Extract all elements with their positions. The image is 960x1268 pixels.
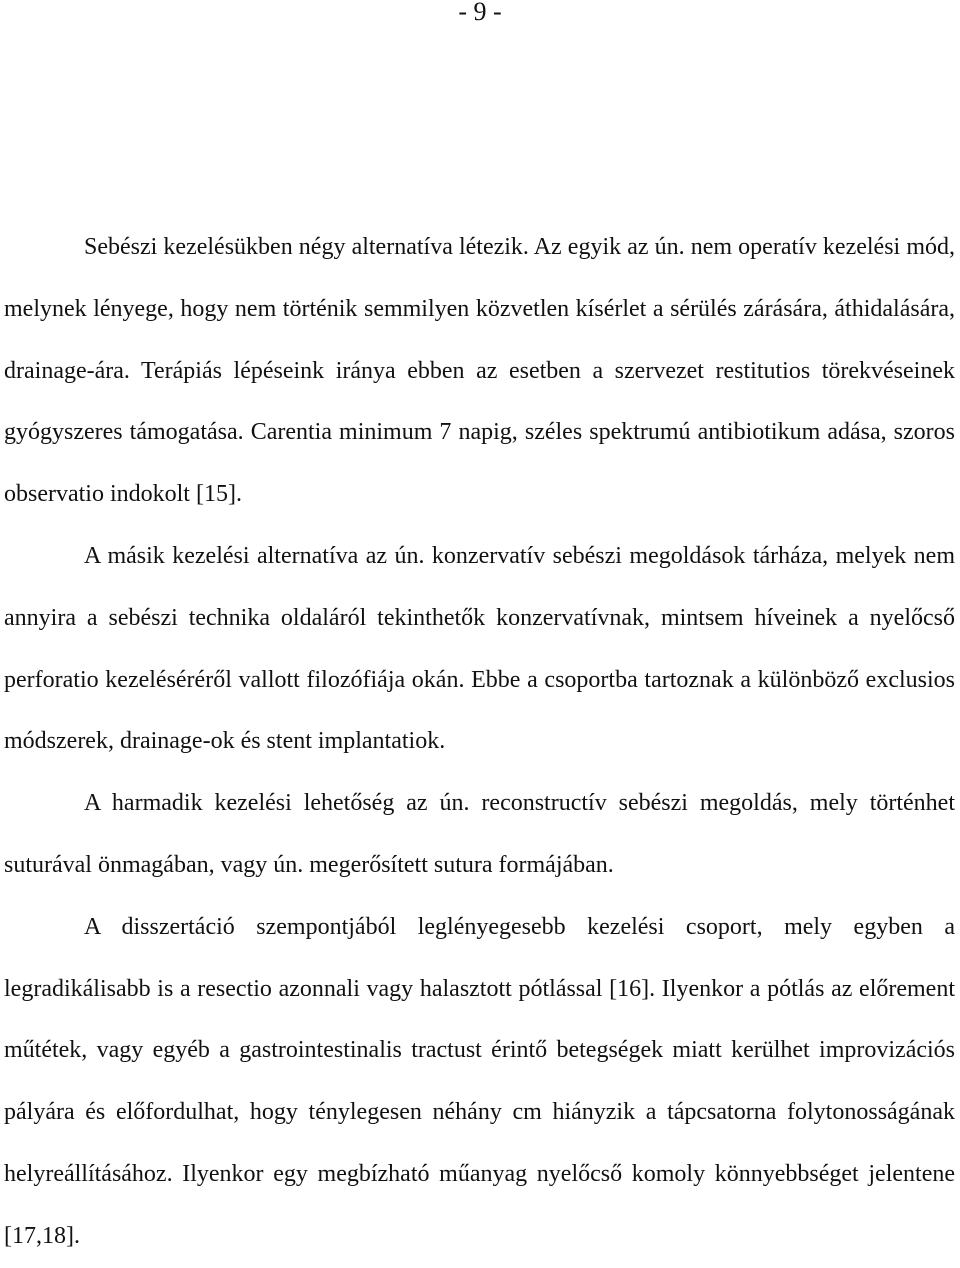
paragraph: A harmadik kezelési lehetőség az ún. reconstructív sebészi megoldás, mely történhet suturával önmagában, vagy ún. megerősített sutura formájában. [4, 790, 955, 878]
paragraph: Sebészi kezelésükben négy alternatíva létezik. Az egyik az ún. nem operatív kezelési mód, melynek lényege, hogy nem történik semmilyen közvetlen kísérlet a sérülés zárására, áthidalására, drainage-ára. Terápiás lépéseink iránya ebben az esetben a szervezet restitutios törekvéseinek gyógyszeres támogatása. Carentia minimum 7 napig, széles spektrumú antibiotikum adása, szoros observatio indokolt [15]. [4, 234, 955, 508]
paragraph: A másik kezelési alternatíva az ún. konzervatív sebészi megoldások tárháza, melyek nem annyira a sebészi technika oldaláról tekinthetők konzervatívnak, mintsem híveinek a nyelőcső perforatio kezeléséréről vallott filozófiája okán. Ebbe a csoportba tartoznak a különböző exclusios módszerek, drainage-ok és stent implantatiok. [4, 542, 955, 755]
paragraph: A disszertáció szempontjából leglényegesebb kezelési csoport, mely egyben a legradikálisabb is a resectio azonnali vagy halasztott pótlással [16]. Ilyenkor a pótlás az előrement műtétek, vagy egyéb a gastrointestinalis tractust érintő betegségek miatt kerülhet improvizációs pályára és előfordulhat, hogy ténylegesen néhány cm hiányzik a tápcsatorna folytonosságának helyreállításához. Ilyenkor egy megbízható műanyag nyelőcső komoly könnyebbséget jelentene [17,18]. [4, 913, 955, 1249]
page-number: - 9 - [458, 0, 502, 26]
document-body [4, 217, 955, 1268]
